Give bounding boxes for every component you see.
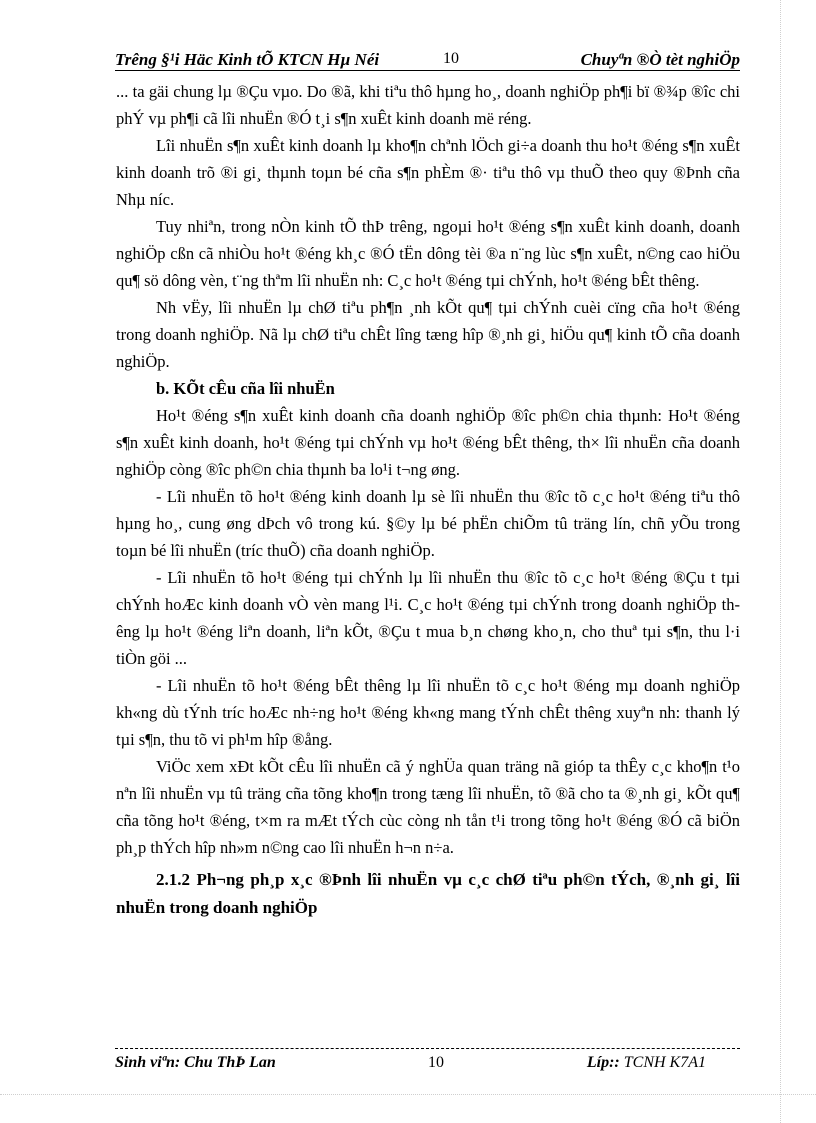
section-heading-2-1-2: 2.1.2 Ph¬ng ph¸p x¸c ®Þnh lîi nhuËn vµ c¸c chØ tiªu ph©n tÝch, ®¸nh gi¸ lîi nhuËn trong doanh nghiÖp [116,870,740,917]
paragraph: Nh vËy, lîi nhuËn lµ chØ tiªu ph¶n ¸nh kÕt qu¶ tµi chÝnh cuèi cïng cña ho¹t ®éng trong doanh nghiÖp. Nã lµ chØ tiªu chÊt lîng tæng hîp ®¸nh gi¸ hiÖu qu¶ kinh tÕ cña doanh nghiÖp. [116,298,740,371]
paragraph: - Lîi nhuËn tõ ho¹t ®éng bÊt thêng lµ lîi nhuËn tõ c¸c ho¹t ®éng mµ doanh nghiÖp kh«ng dù tÝnh tríc hoÆc nh÷ng ho¹t ®éng kh«ng mang tÝnh chÊt thêng xuyªn nh: thanh lý tµi s¶n, thu tõ vi ph¹m hîp ®ång. [116,676,740,749]
paragraph: Ho¹t ®éng s¶n xuÊt kinh doanh cña doanh nghiÖp ®îc ph©n chia thµnh: Ho¹t ®éng s¶n xuÊt kinh doanh, ho¹t ®éng tµi chÝnh vµ ho¹t ®éng bÊt thêng, th× lîi nhuËn cña doanh nghiÖp còng ®îc ph©n chia thµnh ba lo¹i t¬ng øng. [116,406,740,479]
footer-class-label: Líp:: [586,1054,624,1071]
paragraph: Tuy nhiªn, trong nÒn kinh tÕ thÞ trêng, ngoµi ho¹t ®éng s¶n xuÊt kinh doanh, doanh nghiÖp cßn cã nhiÒu ho¹t ®éng kh¸c ®Ó tËn dông tèi ®a n¨ng lùc s¶n xuÊt, n©ng cao hiÖu qu¶ sö dông vèn, t¨ng thªm lîi nhuËn nh: C¸c ho¹t ®éng tµi chÝnh, ho¹t ®éng bÊt thêng. [116,217,740,290]
header-school-name: Trêng §¹i Häc Kinh tÕ KTCN Hµ Néi [115,50,380,69]
page-boundary-bottom [0,1094,816,1095]
page-boundary-right [780,0,781,1123]
header-page-number: 10 [443,50,459,67]
page-header [115,48,740,72]
paragraph: Lîi nhuËn s¶n xuÊt kinh doanh lµ kho¶n chªnh lÖch gi÷a doanh thu ho¹t ®éng s¶n xuÊt kinh doanh trõ ®i gi¸ thµnh toµn bé cña s¶n phÈm ®· tiªu thô vµ thuÕ theo quy ®Þnh cña Nhµ níc. [116,136,740,209]
paragraph: - Lîi nhuËn tõ ho¹t ®éng tµi chÝnh lµ lîi nhuËn thu ®îc tõ c¸c ho¹t ®éng ®Çu t tµi chÝnh hoÆc kinh doanh vÒ vèn mang l¹i. C¸c ho¹t ®éng tµi chÝnh trong doanh nghiÖp thêng lµ ho¹t ®éng liªn doanh, liªn kÕt, ®Çu t mua b¸n chøng kho¸n, cho thuª tµi s¶n, thu l·i tiÒn göi ... [116,568,740,668]
paragraph: ... ta gäi chung lµ ®Çu vµo. Do ®ã, khi tiªu thô hµng ho¸, doanh nghiÖp ph¶i bï ®¾p ®îc chi phÝ vµ ph¶i cã lîi nhuËn ®Ó t¸i s¶n xuÊt kinh doanh më réng. [116,82,740,128]
footer-page-number: 10 [428,1054,444,1071]
paragraph: - Lîi nhuËn tõ ho¹t ®éng kinh doanh lµ sè lîi nhuËn thu ®îc tõ c¸c ho¹t ®éng tiªu thô hµng ho¸, cung øng dÞch vô trong kú. §©y lµ bé phËn chiÕm tû träng lín, chñ yÕu trong toµn bé lîi nhuËn (tríc thuÕ) cña doanh nghiÖp. [116,487,740,560]
header-rule [115,70,740,71]
document-body [116,78,740,922]
section-heading-b: b. KÕt cÊu cña lîi nhuËn [156,379,335,398]
header-document-title: Chuyªn ®Ò tèt nghiÖp [580,50,740,69]
footer-class [587,1054,706,1072]
paragraph: ViÖc xem xÐt kÕt cÊu lîi nhuËn cã ý nghÜa quan träng nã gióp ta thÊy c¸c kho¶n t¹o nªn lîi nhuËn vµ tû träng cña tõng kho¶n trong tæng lîi nhuËn, tõ ®ã cho ta ®¸nh gi¸ kÕt qu¶ cña tõng ho¹t ®éng, t×m ra mÆt tÝch cùc còng nh tån t¹i trong tõng ho¹t ®éng ®Ó cã biÖn ph¸p thÝch hîp nh»m n©ng cao lîi nhuËn h¬n n÷a. [116,757,740,857]
footer-rule [115,1048,740,1049]
footer-class-value: TCNH K7A1 [623,1054,706,1071]
footer-student-name: Sinh viªn: Chu ThÞ Lan [115,1054,276,1071]
page-footer [115,1052,740,1076]
